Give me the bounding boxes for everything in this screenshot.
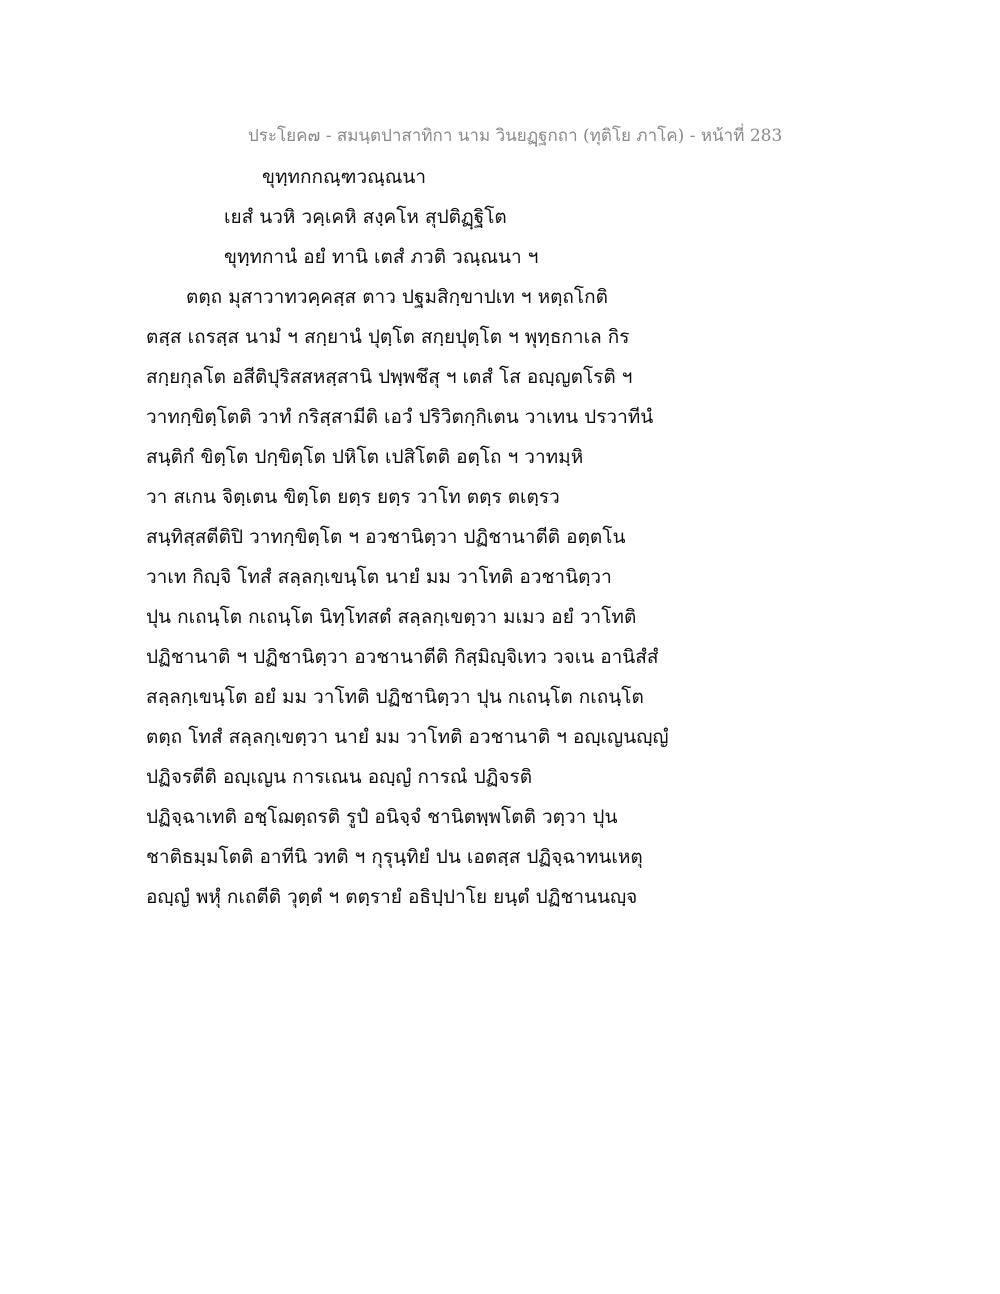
verse-line: เยสํ นวหิ วคฺเคหิ สงฺคโห สุปติฏฺฐิโต <box>224 206 507 228</box>
body-line: ปฏิชานาติ ฯ ปฏิชานิตฺวา อวชานาตีติ กิสฺมิญฺจิเทว วจเน อานิสํสํ <box>146 646 659 668</box>
body-line: วา สเกน จิตฺเตน ขิตฺโต ยตฺร ยตฺร วาโท ตตฺร ตเตฺรว <box>146 486 560 508</box>
body-line: ปุน กเถนฺโต กเถนฺโต นิทฺโทสตํ สลฺลกฺเขตฺวา มเมว อยํ วาโทติ <box>146 606 637 628</box>
body-line: ปฏิจรตีติ อญฺเญน การเณน อญฺญํ การณํ ปฏิจรติ <box>146 766 533 788</box>
section-title: ขุทฺทกกณฺฑวณฺณนา <box>262 166 427 188</box>
body-line: วาเท กิญฺจิ โทสํ สลฺลกฺเขนฺโต นายํ มม วาโทติ อวชานิตฺวา <box>146 566 612 588</box>
body-line: สกฺยกุลโต อสีติปุริสสหสฺสานิ ปพฺพชึสุ ฯ เตสํ โส อญฺญตโรติ ฯ <box>146 366 633 388</box>
body-line: อญฺญํ พหุํ กเถตีติ วุตฺตํ ฯ ตตฺรายํ อธิปฺปาโย ยนฺตํ ปฏิชานนญฺจ <box>146 886 638 908</box>
body-line: ตตฺถ โทสํ สลฺลกฺเขตฺวา นายํ มม วาโทติ อวชานาติ ฯ อญฺเญนญฺญํ <box>146 726 669 748</box>
verse-line: ขุทฺทกานํ อยํ ทานิ เตสํ ภวติ วณฺณนา ฯ <box>224 246 539 268</box>
body-line: ตสฺส เถรสฺส นามํ ฯ สกฺยานํ ปุตฺโต สกฺยปุตฺโต ฯ พุทฺธกาเล กิร <box>146 326 630 348</box>
running-header: ประโยค๗ - สมนฺตปาสาทิกา นาม วินยฏฺฐกถา (ทุติโย ภาโค) - หน้าที่ 283 <box>248 126 783 146</box>
body-line: วาทกฺขิตฺโตติ วาทํ กริสฺสามีติ เอวํ ปริวิตกฺกิเตน วาเทน ปรวาทีนํ <box>146 406 654 428</box>
body-line: ตตฺถ มุสาวาทวคฺคสฺส ตาว ปฐมสิกฺขาปเท ฯ หตฺถโกติ <box>186 286 608 308</box>
body-line: ปฏิจฺฉาเทติ อชฺโฌตฺถรติ รูปํ อนิจฺจํ ชานิตพฺพโตติ วตฺวา ปุน <box>146 806 618 828</box>
body-line: สนฺติกํ ขิตฺโต ปกฺขิตฺโต ปหิโต เปสิโตติ อตฺโถ ฯ วาทมฺหิ <box>146 446 584 468</box>
body-line: สนฺทิสฺสตีติปิ วาทกฺขิตฺโต ฯ อวชานิตฺวา ปฏิชานาตีติ อตฺตโน <box>146 526 626 548</box>
body-line: ชาติธมฺมโตติ อาทีนิ วทติ ฯ กุรุนฺทิยํ ปน เอตสฺส ปฏิจฺฉาทนเหตุ <box>146 846 643 868</box>
body-line: สลฺลกฺเขนฺโต อยํ มม วาโทติ ปฏิชานิตฺวา ปุน กเถนฺโต กเถนฺโต <box>146 686 644 708</box>
